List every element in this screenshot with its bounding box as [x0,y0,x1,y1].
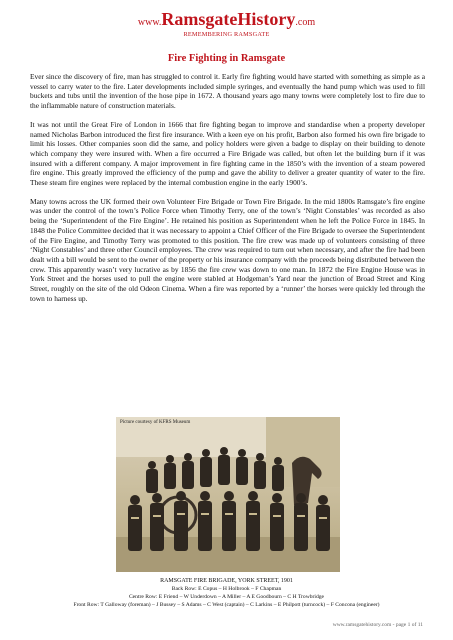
masthead [0,10,453,38]
page-footer: www.ramsgatehistory.com - page 1 of 11 [332,622,423,628]
paragraph: Ever since the discovery of fire, man has struggled to control it. Early fire fighting would have started with something as simple as a vessel to carry water to the fire. Later developments included simple syringes, and eventually the hand pump which was used to fill buckets and tubs until the invention of the hose pipe in 1672. A thousand years ago many towns were completely lost to fire due to the inflammable nature of construction materials. [30,72,425,111]
site-title-suffix: .com [295,17,316,28]
paragraph: It was not until the Great Fire of London in 1666 that fire fighting began to improve and standardise when a property developer named Nicholas Barbon introduced the first fire insurance. With a keen eye on his profit, Barbon also formed his own fire brigade to limit his losses. Other companies soon did the same, and policy holders were given a badge to display on their building to denote which company they were insured with. When a fire occurred a Fire Brigade was called, but often let the building burn if it was insured with a different company. A major improvement in fire fighting came in the 1850’s with the invention of a steam powered fire engine. This greatly improved the efficiency of the pump and gave the ability to deliver a greater quantity of water to the fire. These steam fire engines were replaced by the internal combustion engine in the early 1900’s. [30,119,425,188]
fire-brigade-photo [116,417,340,572]
photo-illustration [116,417,340,572]
site-tagline: REMEMBERING RAMSGATE [183,31,270,38]
site-title-main: RamsgateHistory [161,9,296,29]
article-title: Fire Fighting in Ramsgate [167,53,286,64]
photo-caption-front-row: Front Row: T Galloway (foreman) – J Bussey – S Adams – C West (captain) – C Larkins – E Philpott (turncock) – F Concona (engineer) [73,602,380,608]
photo-credit: Picture courtesy of KFRS Museum [120,420,191,425]
site-title-prefix: www. [137,17,162,28]
site-title[interactable] [0,10,453,29]
paragraph: Many towns across the UK formed their own Volunteer Fire Brigade or Town Fire Brigade. In the mid 1800s Ramsgate’s fire engine was under the control of the town’s Police Force when Timothy Terry, one of the town’s ‘Night Constables’ was recorded as also being the ‘Superintendent of the Fire Engine’. He retained his position as Superintendent when he left the Police Force in 1845. In 1848 the Police Committee decided that it was necessary to appoint a Chief Officer of the Fire Brigade to oversee the Superintendent of the Fire Engine, and Timothy Terry was promoted to this position. The fire crew was made up of volunteers consisting of three ‘Night Constables’ and three other Council employees. The crew was required to turn out when necessary, and after the fire had been dealt with a bill would be sent to the owner of the property or his insurance company with the proceeds being distributed between the crew. This apparently wasn’t very lucrative as by 1856 the fire crew was down to one man. In 1872 the Fire Engine House was in York Street and the horses used to pull the engine were stabled at Hodgeman’s Yard near the junction of Broad Street and King Street, roughly on the site of the old Odeon Cinema. When a fire was reported by a ‘runner’ the horses were quickly led through the town to harness up. [30,196,425,303]
article-body [30,72,425,312]
photo-caption-back-row: Back Row: E Copus – H Holbrook – F Chapman [171,586,282,592]
photo-caption-centre-row: Centre Row: E Friend – W Underdown – A Miller – A E Goodbourn – C H Trowbridge [128,594,325,600]
photo-caption-title: RAMSGATE FIRE BRIGADE, YORK STREET, 1901 [160,578,293,584]
